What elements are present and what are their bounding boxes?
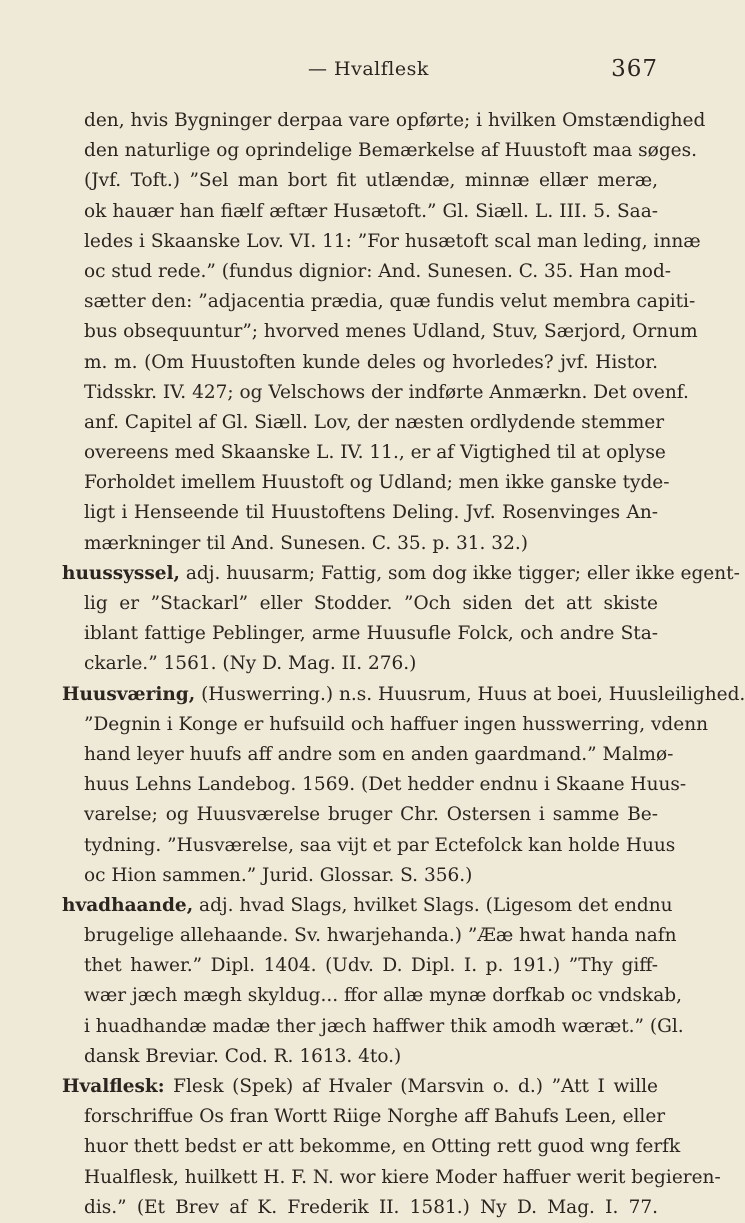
text-line: Hualflesk, huilkett H. F. N. wor kiere Moder haffuer werit begieren- — [84, 1166, 721, 1188]
text-line: mærkninger til And. Sunesen. C. 35. p. 31. 32.) — [84, 532, 528, 554]
text-line: m. m. (Om Huustoften kunde deles og hvorledes? jvf. Histor. — [84, 351, 658, 373]
headword: Hvalflesk: — [62, 1076, 165, 1097]
text-line: overeens med Skaanske L. IV. 11., er af Vigtighed til at oplyse — [84, 442, 666, 464]
text-line: den, hvis Bygninger derpaa vare opførte; i hvilken Omstændighed — [84, 110, 706, 131]
text-line: Tidsskr. IV. 427; og Velschows der indførte Anmærkn. Det ovenf. — [84, 381, 689, 403]
text-line: wær jæch mægh skyldug... ffor allæ mynæ dorfkab oc vndskab, — [84, 985, 682, 1007]
text-line: ledes i Skaanske Lov. VI. 11: ”For husætoft scal man leding, innæ — [84, 230, 701, 252]
text-line: huor thett bedst er att bekomme, en Otting rett guod wng ferfk — [84, 1136, 681, 1158]
page-number: 367 — [611, 56, 658, 82]
text-line: dansk Breviar. Cod. R. 1613. 4to.) — [84, 1045, 402, 1067]
text-line: i huadhandæ madæ ther jæch haffwer thik amodh wæræt.” (Gl. — [84, 1015, 684, 1037]
text-line: brugelige allehaande. Sv. hwarjehanda.) ”Ææ hwat handa nafn — [84, 925, 677, 947]
text-line: forschriffue Os fran Wortt Riige Norghe aff Bahufs Leen, eller — [84, 1106, 666, 1128]
text-line: thet hawer.” Dipl. 1404. (Udv. D. Dipl. I. p. 191.) ”Thy giff- — [84, 955, 658, 977]
headword: Huusværing, — [62, 683, 196, 705]
text-line: oc Hion sammen.” Jurid. Glossar. S. 356.) — [84, 864, 473, 886]
entry-headword-line: huussyssel, adj. huusarm; Fattig, som dog ikke tigger; eller ikke egent- — [62, 562, 740, 584]
text-line: lig er ”Stackarl” eller Stodder. ”Och siden det att skiste — [84, 593, 658, 614]
text-line: bus obsequuntur”; hvorved menes Udland, Stuv, Særjord, Ornum — [84, 321, 698, 343]
text-line: den naturlige og oprindelige Bemærkelse af Huustoft maa søges. — [84, 140, 697, 162]
headword: hvadhaande, — [62, 894, 194, 916]
text-line: oc stud rede.” (fundus dignior: And. Sunesen. C. 35. Han mod- — [84, 260, 672, 282]
text-line: Forholdet imellem Huustoft og Udland; men ikke ganske tyde- — [84, 472, 670, 494]
running-head: — Hvalflesk — [308, 58, 429, 80]
text-line: ckarle.” 1561. (Ny D. Mag. II. 276.) — [84, 653, 417, 675]
text-line: anf. Capitel af Gl. Siæll. Lov, der næsten ordlydende stemmer — [84, 411, 665, 433]
text-line: ligt i Henseende til Huustoftens Deling. Jvf. Rosenvinges An- — [84, 502, 658, 524]
text-line: (Jvf. Toft.) ”Sel man bort fit utlændæ, minnæ ellær meræ, — [84, 170, 658, 192]
entry-headword-line: Hvalflesk: Flesk (Spek) af Hvaler (Marsvin o. d.) ”Att I wille — [62, 1076, 658, 1097]
text-line: iblant fattige Peblinger, arme Huusufle Folck, och andre Sta- — [84, 623, 658, 645]
entry-headword-line: Huusværing, (Huswerring.) n.s. Huusrum, Huus at boei, Huusleilighed. — [62, 683, 745, 705]
page-header — [62, 56, 658, 86]
entry-headword-line: hvadhaande, adj. hvad Slags, hvilket Slags. (Ligesom det endnu — [62, 894, 673, 916]
text-line: ”Degnin i Konge er hufsuild och haffuer ingen husswerring, vdenn — [84, 713, 709, 735]
headword: huussyssel, — [62, 562, 181, 584]
text-line: tydning. ”Husværelse, saa vijt et par Ectefolck kan holde Huus — [84, 834, 676, 856]
text-line: varelse; og Huusværelse bruger Chr. Ostersen i samme Be- — [84, 804, 658, 826]
text-line: ok hauær han fiælf æftær Husætoft.” Gl. Siæll. L. III. 5. Saa- — [84, 200, 658, 222]
text-line: sætter den: ”adjacentia prædia, quæ fundis velut membra capiti- — [84, 291, 696, 313]
text-line: hand leyer huufs aff andre som en anden gaardmand.” Malmø- — [84, 743, 674, 765]
text-line: huus Lehns Landebog. 1569. (Det hedder endnu i Skaane Huus- — [84, 774, 687, 796]
text-line: dis.” (Et Brev af K. Frederik II. 1581.) Ny D. Mag. I. 77. — [84, 1196, 658, 1218]
dictionary-entries — [62, 106, 745, 1223]
